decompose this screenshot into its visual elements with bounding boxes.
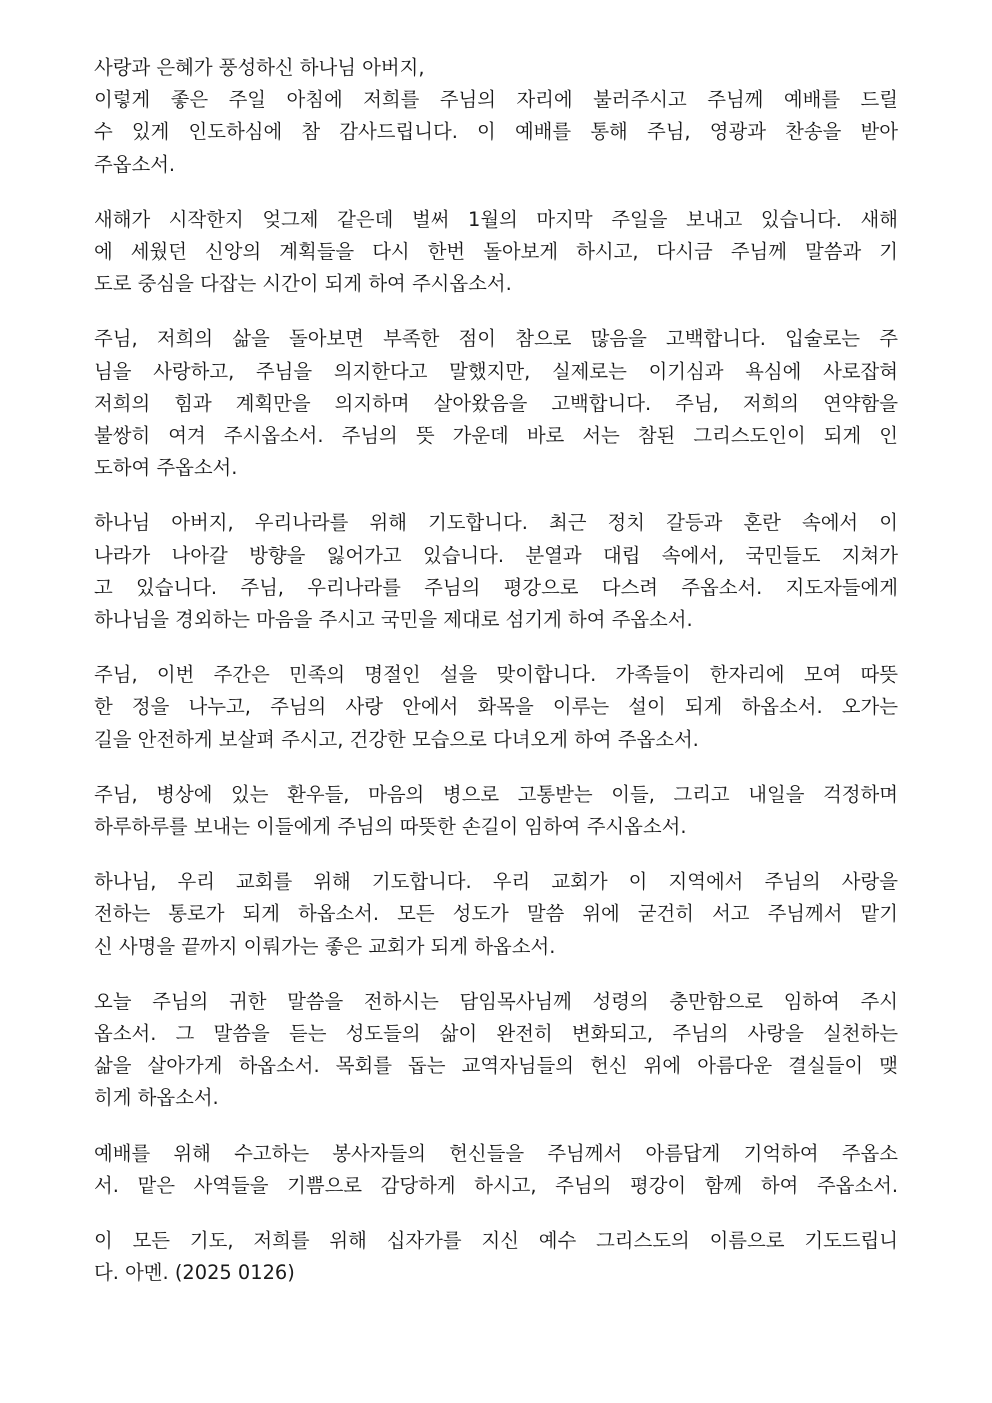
text-line: 길을 안전하게 보살펴 주시고, 건강한 모습으로 다녀오게 하여 주옵소서. <box>94 727 699 751</box>
prayer-document <box>94 52 898 1290</box>
text-line: 주님, 저희의 삶을 돌아보면 부족한 점이 참으로 많음을 고백합니다. 입술로는 주 <box>94 327 898 351</box>
text-line: 신 사명을 끝까지 이뤄가는 좋은 교회가 되게 하옵소서. <box>94 934 556 958</box>
text-line: 사랑과 은혜가 풍성하신 하나님 아버지, <box>94 56 425 79</box>
text-line: 도로 중심을 다잡는 시간이 되게 하여 주시옵소서. <box>94 272 512 296</box>
paragraph-new-year <box>94 204 898 301</box>
text-line: 하나님을 경외하는 마음을 주시고 국민을 제대로 섬기게 하여 주옵소서. <box>94 608 693 632</box>
text-line: 도하여 주옵소서. <box>94 456 238 480</box>
paragraph-pastor <box>94 986 898 1115</box>
paragraph-holiday <box>94 659 898 756</box>
text-line: 주님, 병상에 있는 환우들, 마음의 병으로 고통받는 이들, 그리고 내일을 걱정하며 <box>94 782 898 806</box>
paragraph-closing <box>94 1225 898 1289</box>
text-line: 하루하루를 보내는 이들에게 주님의 따뜻한 손길이 임하여 주시옵소서. <box>94 815 687 839</box>
text-line: 주옵소서. <box>94 152 176 176</box>
text-line: 님을 사랑하고, 주님을 의지한다고 말했지만, 실제로는 이기심과 욕심에 사로잡혀 <box>94 359 898 383</box>
paragraph-confession <box>94 323 898 484</box>
text-line: 수 있게 인도하심에 참 감사드립니다. 이 예배를 통해 주님, 영광과 찬송을 받아 <box>94 120 898 144</box>
text-line: 고 있습니다. 주님, 우리나라를 주님의 평강으로 다스려 주옵소서. 지도자들에게 <box>94 575 898 599</box>
text-line: 오늘 주님의 귀한 말씀을 전하시는 담임목사님께 성령의 충만함으로 임하여 주시 <box>94 989 898 1013</box>
paragraph-opening <box>94 52 898 181</box>
paragraph-volunteers <box>94 1138 898 1202</box>
text-line: 저희의 힘과 계획만을 의지하며 살아왔음을 고백합니다. 주님, 저희의 연약함을 <box>94 391 898 415</box>
text-line: 주님, 이번 주간은 민족의 명절인 설을 맞이합니다. 가족들이 한자리에 모여 따뜻 <box>94 663 898 687</box>
text-line: 이 모든 기도, 저희를 위해 십자가를 지신 예수 그리스도의 이름으로 기도드립니 <box>94 1229 898 1253</box>
text-line: 한 정을 나누고, 주님의 사랑 안에서 화목을 이루는 설이 되게 하옵소서. 오가는 <box>94 695 898 719</box>
text-line: 불쌍히 여겨 주시옵소서. 주님의 뜻 가운데 바로 서는 참된 그리스도인이 되게 인 <box>94 424 898 448</box>
text-line: 하나님 아버지, 우리나라를 위해 기도합니다. 최근 정치 갈등과 혼란 속에서 이 <box>94 511 898 535</box>
text-line: 예배를 위해 수고하는 봉사자들의 헌신들을 주님께서 아름답게 기억하여 주옵소 <box>94 1141 898 1165</box>
text-line: 나라가 나아갈 방향을 잃어가고 있습니다. 분열과 대립 속에서, 국민들도 지쳐가 <box>94 543 898 567</box>
text-line: 전하는 통로가 되게 하옵소서. 모든 성도가 말씀 위에 굳건히 서고 주님께서 맡기 <box>94 902 898 926</box>
text-line: 서. 맡은 사역들을 기쁨으로 감당하게 하시고, 주님의 평강이 함께 하여 주옵소서. <box>94 1173 898 1197</box>
text-line: 하나님, 우리 교회를 위해 기도합니다. 우리 교회가 이 지역에서 주님의 사랑을 <box>94 870 898 894</box>
text-line: 다. 아멘. (2025 0126) <box>94 1261 295 1285</box>
text-line: 새해가 시작한지 엊그제 같은데 벌써 1월의 마지막 주일을 보내고 있습니다. 새해 <box>94 207 898 231</box>
paragraph-nation <box>94 507 898 636</box>
paragraph-church <box>94 866 898 963</box>
text-line: 에 세웠던 신앙의 계획들을 다시 한번 돌아보게 하시고, 다시금 주님께 말씀과 기 <box>94 240 898 264</box>
text-line: 옵소서. 그 말씀을 듣는 성도들의 삶이 완전히 변화되고, 주님의 사랑을 실천하는 <box>94 1022 898 1046</box>
text-line: 이렇게 좋은 주일 아침에 저희를 주님의 자리에 불러주시고 주님께 예배를 드릴 <box>94 88 898 112</box>
paragraph-healing <box>94 779 898 843</box>
text-line: 삶을 살아가게 하옵소서. 목회를 돕는 교역자님들의 헌신 위에 아름다운 결실들이 맺 <box>94 1054 898 1078</box>
text-line: 히게 하옵소서. <box>94 1086 219 1110</box>
